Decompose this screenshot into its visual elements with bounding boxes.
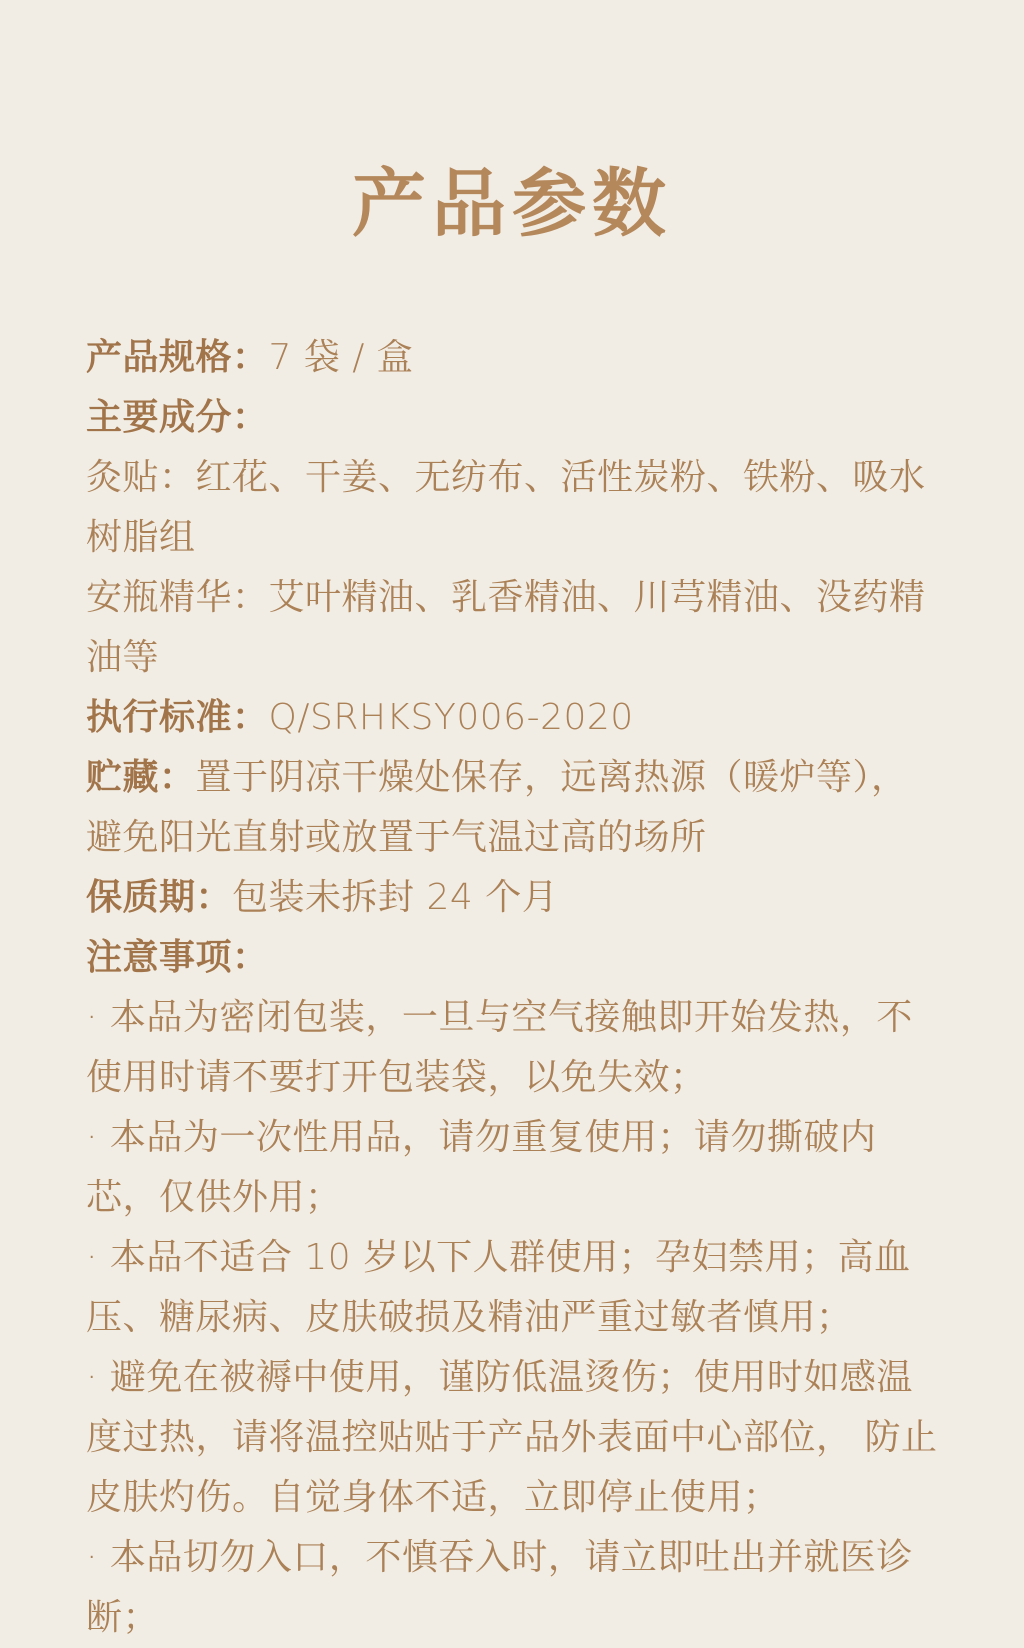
spec-row-product-spec [86,328,938,388]
spec-label: 产品规格： [86,337,269,378]
spec-list [0,328,1024,1648]
spec-value: · 本品不适合 10 岁以下人群使用；孕妇禁用；高血压、糖尿病、皮肤破损及精油严重过敏者慎用； [86,1237,911,1338]
spec-row-standard [86,688,938,748]
spec-value: · 本品为一次性用品，请勿重复使用；请勿撕破内芯，仅供外用； [86,1117,877,1218]
spec-value: 包装未拆封 24 个月 [232,877,559,918]
spec-row-moxa-patch [86,448,938,568]
spec-row-ampoule-essence [86,568,938,688]
spec-value: 安瓶精华：艾叶精油、乳香精油、川芎精油、没药精油等 [86,577,926,678]
spec-row-precautions-heading [86,928,938,988]
spec-value: · 避免在被褥中使用，谨防低温烫伤；使用时如感温度过热，请将温控贴贴于产品外表面中心部位， 防止皮肤灼伤。自觉身体不适，立即停止使用； [86,1357,938,1518]
precaution-item [86,1528,938,1648]
spec-value: · 本品切勿入口，不慎吞入时，请立即吐出并就医诊断； [86,1537,913,1638]
spec-label: 主要成分： [86,397,269,438]
spec-value: 置于阴凉干燥处保存，远离热源（暖炉等），避免阳光直射或放置于气温过高的场所 [86,757,908,858]
page-title: 产品参数 [352,161,672,247]
spec-label: 保质期： [86,877,233,918]
spec-label: 执行标准： [86,697,269,738]
spec-label: 注意事项： [86,937,269,978]
spec-value: 7 袋 / 盒 [268,337,414,378]
precaution-item [86,1348,938,1528]
precaution-item [86,1228,938,1348]
spec-value: 灸贴：红花、干姜、无纺布、活性炭粉、铁粉、吸水树脂组 [86,457,926,558]
spec-value: Q/SRHKSY006-2020 [268,697,634,738]
precaution-item [86,1108,938,1228]
spec-value: · 本品为密闭包装，一旦与空气接触即开始发热，不使用时请不要打开包装袋，以免失效； [86,997,913,1098]
spec-label: 贮藏： [86,757,196,798]
spec-row-shelf-life [86,868,938,928]
spec-row-main-ingredients [86,388,938,448]
spec-row-storage [86,748,938,868]
precaution-item [86,988,938,1108]
